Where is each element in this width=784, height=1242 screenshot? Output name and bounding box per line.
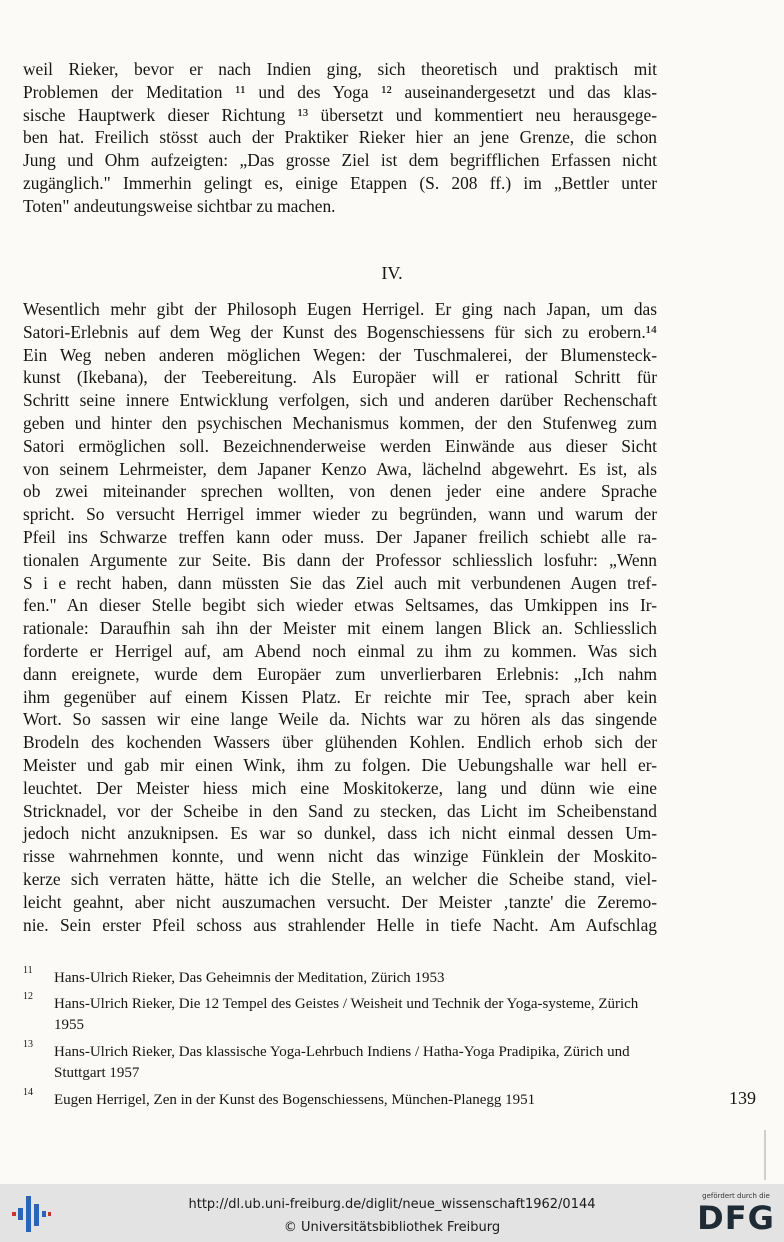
footnote-13 xyxy=(23,1039,657,1084)
text-line: ihm gegenüber auf einem Kissen Platz. Er reichte mir Tee, sprach aber kein xyxy=(23,686,657,707)
text-line: ben hat. Freilich stösst auch der Praktiker Rieker hier an jene Grenze, die schon xyxy=(23,127,657,148)
footnote-mark: 11 xyxy=(23,965,33,976)
text-line: nie. Sein erster Pfeil schoss aus strahlender Helle in tiefe Nacht. Am Aufschlag xyxy=(23,914,657,935)
dfg-logo-text: DFG xyxy=(697,1199,775,1237)
copyright-notice: © Universitätsbibliothek Freiburg xyxy=(283,1220,501,1235)
text-line: kunst (Ikebana), der Teebereitung. Als Europäer will er rational Schritt für xyxy=(23,367,657,388)
footnote-11 xyxy=(23,965,657,989)
paragraph-2 xyxy=(23,298,657,936)
footnote-14 xyxy=(23,1087,657,1111)
text-line: jedoch nicht anzuknipsen. Es war so dunkel, dass ich nicht einmal dessen Um- xyxy=(23,823,657,844)
dfg-logo xyxy=(693,1192,779,1238)
text-line: Ein Weg neben anderen möglichen Wegen: der Tuschmalerei, der Blumensteck- xyxy=(23,344,657,365)
text-line: Schritt seine innere Entwicklung verfolgen, sich und anderen darüber Rechenschaft xyxy=(23,390,657,411)
text-line: Wort. So sassen wir eine lange Weile da. Nichts war zu hören als das singende xyxy=(23,709,657,730)
page-edge-shadow xyxy=(764,1130,766,1180)
paragraph-1 xyxy=(23,58,657,218)
text-line: Meister und gab mir einen Wink, ihm zu folgen. Die Uebungshalle war hell er- xyxy=(23,754,657,775)
footnote-mark: 14 xyxy=(23,1087,33,1098)
footnote-mark: 13 xyxy=(23,1039,33,1050)
text-line: risse wahrnehmen konnte, und wenn nicht das winzige Fünklein der Moskito- xyxy=(23,846,657,867)
footnote-mark: 12 xyxy=(23,991,33,1002)
text-line: leuchtet. Der Meister hiess mich eine Moskitokerze, lang und dünn wie eine xyxy=(23,777,657,798)
footnote-text: Hans-Ulrich Rieker, Die 12 Tempel des Geistes / Weisheit und Technik der Yoga-systeme, Zürich 1955 xyxy=(54,996,639,1033)
text-line: dann ereignete, wurde dem Europäer zum unverlierbaren Erlebnis: „Ich nahm xyxy=(23,663,657,684)
text-line: Jung und Ohm aufzeigten: „Das grosse Ziel ist dem begrifflichen Erfassen nicht xyxy=(23,150,657,171)
dfg-caption: gefördert durch die xyxy=(702,1192,770,1200)
text-line: Toten" andeutungsweise sichtbar zu machen. xyxy=(23,195,336,216)
text-line: forderte er Herrigel auf, am Abend noch einmal zu ihm zu kommen. Was sich xyxy=(23,640,657,661)
text-line: weil Rieker, bevor er nach Indien ging, sich theoretisch und praktisch mit xyxy=(23,59,657,79)
text-line: tionalen Argumente zur Seite. Bis dann der Professor schliesslich losfuhr: „Wenn xyxy=(23,549,657,570)
text-line: sische Hauptwerk dieser Richtung ¹³ übersetzt und kommentiert neu herausgege- xyxy=(23,104,657,125)
text-line: spricht. So versucht Herrigel immer wieder zu begründen, wann und warum der xyxy=(23,504,657,525)
text-line: Satori ermöglichen soll. Bezeichnenderweise werden Einwände aus dieser Sicht xyxy=(23,435,657,456)
text-line: Stricknadel, vor der Scheibe in den Sand zu stecken, das Licht im Scheibenstand xyxy=(23,800,657,821)
text-line: geben und hinter den psychischen Mechanismus kommen, der den Stufenweg zum xyxy=(23,412,657,433)
page-number: 139 xyxy=(729,1088,756,1108)
document-url-link[interactable]: http://dl.ub.uni-freiburg.de/diglit/neue_wissenschaft1962/0144 xyxy=(188,1197,596,1212)
text-line: fen." An dieser Stelle begibt sich wieder etwas Seltsames, das Umkippen ins Ir- xyxy=(23,595,657,616)
text-line: leicht geahnt, aber nicht auszumachen versucht. Der Meister ‚tanzte' die Zeremo- xyxy=(23,891,657,912)
text-line: ob zwei miteinander sprechen wollten, von denen jeder eine andere Sprache xyxy=(23,481,657,502)
text-line: S i e recht haben, dann müssten Sie das Ziel auch mit verbundenen Augen tref- xyxy=(23,572,657,593)
footnote-text: Hans-Ulrich Rieker, Das klassische Yoga-Lehrbuch Indiens / Hatha-Yoga Pradipika, Zürich und Stuttgart 1957 xyxy=(54,1044,630,1081)
text-line: Wesentlich mehr gibt der Philosoph Eugen Herrigel. Er ging nach Japan, um das xyxy=(23,299,657,319)
text-line: rationale: Daraufhin sah ihn der Meister mit einem langen Blick an. Schliesslich xyxy=(23,618,657,639)
text-line: Satori-Erlebnis auf dem Weg der Kunst des Bogenschiessens für sich zu erobern.¹⁴ xyxy=(23,321,657,342)
footnote-12 xyxy=(23,991,657,1036)
footnote-text: Hans-Ulrich Rieker, Das Geheimnis der Meditation, Zürich 1953 xyxy=(54,970,445,986)
footnote-text: Eugen Herrigel, Zen in der Kunst des Bogenschiessens, München-Planegg 1951 xyxy=(54,1092,536,1108)
text-line: Brodeln des kochenden Wassers über glühenden Kohlen. Endlich erhob sich der xyxy=(23,732,657,753)
text-line: Problemen der Meditation ¹¹ und des Yoga ¹² auseinandergesetzt und das klas- xyxy=(23,81,657,102)
section-heading: IV. xyxy=(381,263,403,283)
text-line: Pfeil ins Schwarze treffen kann oder muss. Der Japaner freilich schiebt alle ra- xyxy=(23,526,657,547)
text-line: von seinem Lehrmeister, dem Japaner Kenzo Awa, lächelnd abgewehrt. Es ist, als xyxy=(23,458,657,479)
text-line: zugänglich." Immerhin gelingt es, einige Etappen (S. 208 ff.) im „Bettler unter xyxy=(23,172,657,193)
text-line: kerze sich verraten hätte, hätte ich die Stelle, an welcher die Scheibe stand, viel- xyxy=(23,868,657,889)
